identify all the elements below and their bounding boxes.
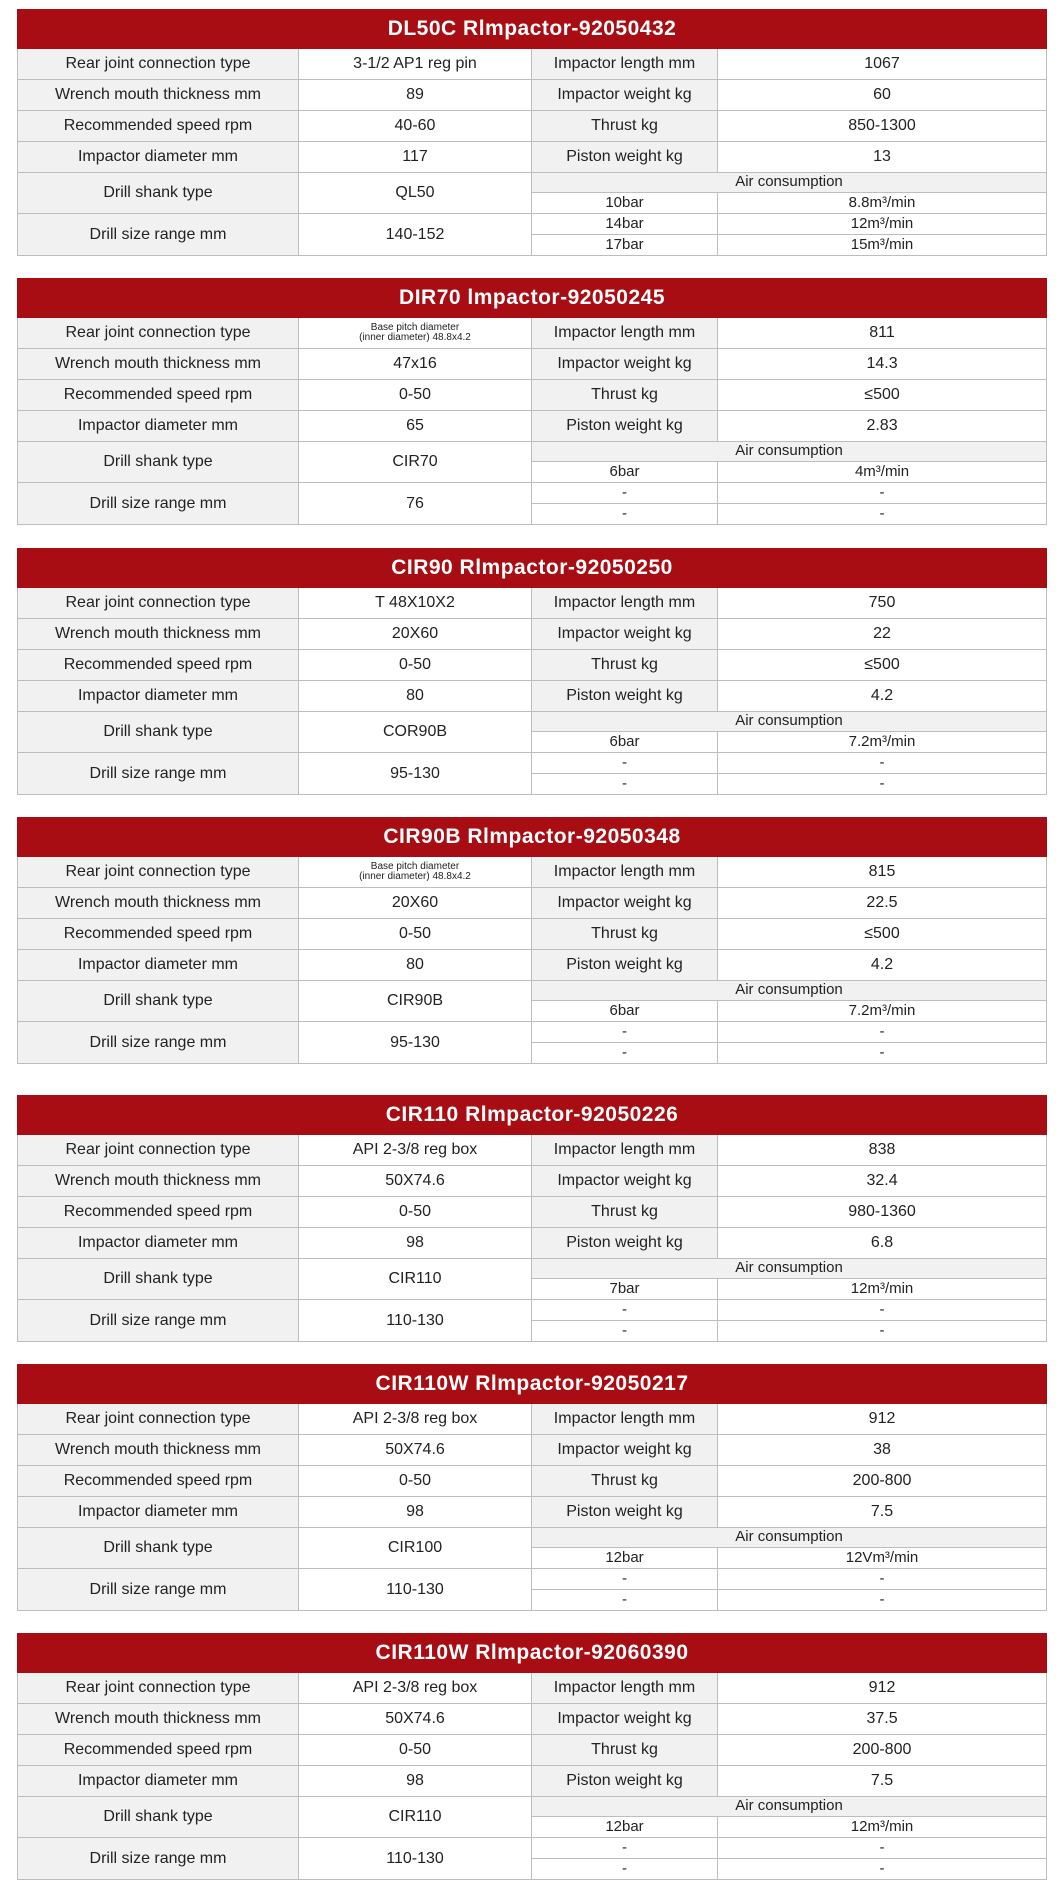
impactor-diameter-label: Impactor diameter mm: [18, 1766, 299, 1797]
drill-size-range-label: Drill size range mm: [18, 483, 299, 525]
impactor-diameter-value: 98: [299, 1497, 532, 1528]
drill-size-range-value: 76: [299, 483, 532, 525]
spec-title: CIR90 Rlmpactor-92050250: [18, 549, 1047, 588]
impactor-length-value: 815: [718, 857, 1047, 888]
thrust-label: Thrust kg: [532, 111, 718, 142]
air-flow: -: [718, 1859, 1047, 1880]
spec-table-dl50c: [17, 9, 1046, 256]
drill-size-range-label: Drill size range mm: [18, 214, 299, 256]
air-consumption-label: Air consumption: [532, 1797, 1047, 1817]
wrench-thickness-value: 50X74.6: [299, 1704, 532, 1735]
rear-joint-label: Rear joint connection type: [18, 318, 299, 349]
air-pressure: -: [532, 774, 718, 795]
piston-weight-label: Piston weight kg: [532, 1766, 718, 1797]
air-pressure: -: [532, 1859, 718, 1880]
impactor-weight-label: Impactor weight kg: [532, 1435, 718, 1466]
thrust-label: Thrust kg: [532, 919, 718, 950]
wrench-thickness-label: Wrench mouth thickness mm: [18, 349, 299, 380]
drill-size-range-label: Drill size range mm: [18, 1300, 299, 1342]
wrench-thickness-label: Wrench mouth thickness mm: [18, 1166, 299, 1197]
speed-label: Recommended speed rpm: [18, 111, 299, 142]
impactor-weight-label: Impactor weight kg: [532, 80, 718, 111]
spec-title: DL50C Rlmpactor-92050432: [18, 10, 1047, 49]
air-consumption-label: Air consumption: [532, 1528, 1047, 1548]
air-pressure: 14bar: [532, 214, 718, 235]
air-flow: -: [718, 1300, 1047, 1321]
speed-label: Recommended speed rpm: [18, 650, 299, 681]
impactor-diameter-value: 65: [299, 411, 532, 442]
drill-shank-value: CIR90B: [299, 981, 532, 1022]
wrench-thickness-label: Wrench mouth thickness mm: [18, 619, 299, 650]
rear-joint-value: API 2-3/8 reg box: [299, 1404, 532, 1435]
drill-shank-label: Drill shank type: [18, 442, 299, 483]
rear-joint-value: [299, 318, 532, 349]
spec-title: CIR110W Rlmpactor-92050217: [18, 1365, 1047, 1404]
impactor-diameter-value: 80: [299, 681, 532, 712]
impactor-diameter-label: Impactor diameter mm: [18, 950, 299, 981]
impactor-weight-value: 14.3: [718, 349, 1047, 380]
piston-weight-value: 13: [718, 142, 1047, 173]
piston-weight-value: 7.5: [718, 1497, 1047, 1528]
spec-title: DIR70 lmpactor-92050245: [18, 279, 1047, 318]
piston-weight-label: Piston weight kg: [532, 142, 718, 173]
speed-label: Recommended speed rpm: [18, 380, 299, 411]
air-pressure: -: [532, 1300, 718, 1321]
wrench-thickness-label: Wrench mouth thickness mm: [18, 888, 299, 919]
speed-value: 40-60: [299, 111, 532, 142]
rear-joint-label: Rear joint connection type: [18, 1673, 299, 1704]
wrench-thickness-value: 50X74.6: [299, 1435, 532, 1466]
air-flow: -: [718, 1838, 1047, 1859]
thrust-value: 980-1360: [718, 1197, 1047, 1228]
air-consumption-label: Air consumption: [532, 442, 1047, 462]
air-pressure: -: [532, 1838, 718, 1859]
drill-shank-label: Drill shank type: [18, 1797, 299, 1838]
drill-shank-value: QL50: [299, 173, 532, 214]
drill-shank-value: CIR100: [299, 1528, 532, 1569]
speed-label: Recommended speed rpm: [18, 919, 299, 950]
piston-weight-value: 4.2: [718, 681, 1047, 712]
thrust-label: Thrust kg: [532, 650, 718, 681]
spec-table-cir110: [17, 1095, 1046, 1342]
air-consumption-label: Air consumption: [532, 1259, 1047, 1279]
impactor-diameter-value: 80: [299, 950, 532, 981]
air-flow: -: [718, 1321, 1047, 1342]
air-pressure: 6bar: [532, 732, 718, 753]
air-flow: -: [718, 483, 1047, 504]
impactor-length-label: Impactor length mm: [532, 49, 718, 80]
piston-weight-label: Piston weight kg: [532, 1228, 718, 1259]
air-pressure: -: [532, 1043, 718, 1064]
impactor-diameter-label: Impactor diameter mm: [18, 1228, 299, 1259]
impactor-length-value: 838: [718, 1135, 1047, 1166]
air-consumption-label: Air consumption: [532, 712, 1047, 732]
air-pressure: 12bar: [532, 1548, 718, 1569]
rear-joint-value: 3-1/2 AP1 reg pin: [299, 49, 532, 80]
air-pressure: -: [532, 1569, 718, 1590]
air-pressure: -: [532, 1321, 718, 1342]
impactor-length-label: Impactor length mm: [532, 857, 718, 888]
drill-size-range-label: Drill size range mm: [18, 1022, 299, 1064]
speed-value: 0-50: [299, 1466, 532, 1497]
impactor-length-label: Impactor length mm: [532, 588, 718, 619]
impactor-weight-label: Impactor weight kg: [532, 1704, 718, 1735]
impactor-diameter-label: Impactor diameter mm: [18, 1497, 299, 1528]
thrust-value: 200-800: [718, 1735, 1047, 1766]
air-pressure: 12bar: [532, 1817, 718, 1838]
rear-joint-value: [299, 857, 532, 888]
impactor-length-value: 750: [718, 588, 1047, 619]
spec-table-cir90: [17, 548, 1046, 795]
air-flow: -: [718, 1043, 1047, 1064]
thrust-value: ≤500: [718, 919, 1047, 950]
air-consumption-label: Air consumption: [532, 981, 1047, 1001]
speed-value: 0-50: [299, 380, 532, 411]
impactor-weight-value: 32.4: [718, 1166, 1047, 1197]
air-pressure: -: [532, 1022, 718, 1043]
piston-weight-value: 4.2: [718, 950, 1047, 981]
drill-shank-value: CIR110: [299, 1259, 532, 1300]
air-flow: 7.2m³/min: [718, 732, 1047, 753]
impactor-diameter-value: 117: [299, 142, 532, 173]
air-flow: 12m³/min: [718, 214, 1047, 235]
rear-joint-value: API 2-3/8 reg box: [299, 1135, 532, 1166]
piston-weight-label: Piston weight kg: [532, 1497, 718, 1528]
air-flow: -: [718, 774, 1047, 795]
rear-joint-label: Rear joint connection type: [18, 588, 299, 619]
air-flow: 8.8m³/min: [718, 193, 1047, 214]
air-flow: -: [718, 1590, 1047, 1611]
drill-size-range-value: 110-130: [299, 1300, 532, 1342]
thrust-label: Thrust kg: [532, 1735, 718, 1766]
spec-table-cir110w-390: [17, 1633, 1046, 1880]
wrench-thickness-value: 20X60: [299, 888, 532, 919]
drill-size-range-value: 95-130: [299, 753, 532, 795]
impactor-weight-value: 22: [718, 619, 1047, 650]
impactor-weight-label: Impactor weight kg: [532, 888, 718, 919]
piston-weight-value: 6.8: [718, 1228, 1047, 1259]
rear-joint-line2: (inner diameter) 48.8x4.2: [359, 871, 471, 882]
air-flow: 12m³/min: [718, 1279, 1047, 1300]
drill-shank-label: Drill shank type: [18, 981, 299, 1022]
rear-joint-line2: (inner diameter) 48.8x4.2: [359, 332, 471, 343]
drill-size-range-value: 140-152: [299, 214, 532, 256]
impactor-weight-label: Impactor weight kg: [532, 619, 718, 650]
wrench-thickness-value: 89: [299, 80, 532, 111]
drill-size-range-value: 95-130: [299, 1022, 532, 1064]
thrust-value: ≤500: [718, 650, 1047, 681]
speed-label: Recommended speed rpm: [18, 1466, 299, 1497]
spec-title: CIR90B Rlmpactor-92050348: [18, 818, 1047, 857]
air-flow: -: [718, 753, 1047, 774]
impactor-diameter-label: Impactor diameter mm: [18, 411, 299, 442]
thrust-label: Thrust kg: [532, 1197, 718, 1228]
air-pressure: -: [532, 753, 718, 774]
impactor-diameter-value: 98: [299, 1766, 532, 1797]
speed-value: 0-50: [299, 650, 532, 681]
thrust-value: 850-1300: [718, 111, 1047, 142]
rear-joint-label: Rear joint connection type: [18, 1404, 299, 1435]
air-pressure: -: [532, 483, 718, 504]
piston-weight-value: 2.83: [718, 411, 1047, 442]
speed-label: Recommended speed rpm: [18, 1197, 299, 1228]
rear-joint-line1: Base pitch diameter: [370, 321, 460, 333]
impactor-diameter-label: Impactor diameter mm: [18, 681, 299, 712]
drill-shank-label: Drill shank type: [18, 712, 299, 753]
impactor-length-label: Impactor length mm: [532, 318, 718, 349]
thrust-value: 200-800: [718, 1466, 1047, 1497]
spec-table-dir70: [17, 278, 1046, 525]
air-pressure: 6bar: [532, 1001, 718, 1022]
rear-joint-line1: Base pitch diameter: [370, 860, 460, 872]
impactor-length-value: 811: [718, 318, 1047, 349]
air-pressure: -: [532, 504, 718, 525]
air-flow: -: [718, 1022, 1047, 1043]
air-consumption-label: Air consumption: [532, 173, 1047, 193]
impactor-diameter-label: Impactor diameter mm: [18, 142, 299, 173]
wrench-thickness-value: 20X60: [299, 619, 532, 650]
rear-joint-value: API 2-3/8 reg box: [299, 1673, 532, 1704]
air-pressure: 17bar: [532, 235, 718, 256]
air-flow: 7.2m³/min: [718, 1001, 1047, 1022]
air-flow: -: [718, 1569, 1047, 1590]
thrust-value: ≤500: [718, 380, 1047, 411]
impactor-weight-label: Impactor weight kg: [532, 349, 718, 380]
air-flow: 15m³/min: [718, 235, 1047, 256]
spec-table-cir110w-217: [17, 1364, 1046, 1611]
rear-joint-label: Rear joint connection type: [18, 1135, 299, 1166]
drill-size-range-label: Drill size range mm: [18, 1569, 299, 1611]
air-pressure: 6bar: [532, 462, 718, 483]
impactor-length-value: 1067: [718, 49, 1047, 80]
drill-size-range-value: 110-130: [299, 1569, 532, 1611]
drill-shank-label: Drill shank type: [18, 1528, 299, 1569]
air-flow: 12m³/min: [718, 1817, 1047, 1838]
thrust-label: Thrust kg: [532, 380, 718, 411]
wrench-thickness-label: Wrench mouth thickness mm: [18, 1704, 299, 1735]
piston-weight-label: Piston weight kg: [532, 950, 718, 981]
piston-weight-label: Piston weight kg: [532, 411, 718, 442]
drill-shank-value: CIR70: [299, 442, 532, 483]
rear-joint-label: Rear joint connection type: [18, 857, 299, 888]
impactor-length-value: 912: [718, 1404, 1047, 1435]
impactor-weight-label: Impactor weight kg: [532, 1166, 718, 1197]
impactor-weight-value: 60: [718, 80, 1047, 111]
drill-shank-value: CIR110: [299, 1797, 532, 1838]
impactor-diameter-value: 98: [299, 1228, 532, 1259]
impactor-weight-value: 38: [718, 1435, 1047, 1466]
spec-title: CIR110 Rlmpactor-92050226: [18, 1096, 1047, 1135]
drill-shank-value: COR90B: [299, 712, 532, 753]
impactor-weight-value: 37.5: [718, 1704, 1047, 1735]
drill-size-range-label: Drill size range mm: [18, 753, 299, 795]
air-flow: 12Vm³/min: [718, 1548, 1047, 1569]
speed-value: 0-50: [299, 1735, 532, 1766]
piston-weight-value: 7.5: [718, 1766, 1047, 1797]
rear-joint-value: T 48X10X2: [299, 588, 532, 619]
piston-weight-label: Piston weight kg: [532, 681, 718, 712]
drill-shank-label: Drill shank type: [18, 1259, 299, 1300]
speed-label: Recommended speed rpm: [18, 1735, 299, 1766]
air-pressure: 7bar: [532, 1279, 718, 1300]
air-pressure: 10bar: [532, 193, 718, 214]
speed-value: 0-50: [299, 1197, 532, 1228]
air-flow: 4m³/min: [718, 462, 1047, 483]
impactor-length-label: Impactor length mm: [532, 1673, 718, 1704]
thrust-label: Thrust kg: [532, 1466, 718, 1497]
spec-title: CIR110W Rlmpactor-92060390: [18, 1634, 1047, 1673]
drill-size-range-value: 110-130: [299, 1838, 532, 1880]
wrench-thickness-value: 47x16: [299, 349, 532, 380]
air-flow: -: [718, 504, 1047, 525]
impactor-weight-value: 22.5: [718, 888, 1047, 919]
impactor-length-value: 912: [718, 1673, 1047, 1704]
wrench-thickness-label: Wrench mouth thickness mm: [18, 1435, 299, 1466]
drill-shank-label: Drill shank type: [18, 173, 299, 214]
wrench-thickness-label: Wrench mouth thickness mm: [18, 80, 299, 111]
spec-table-cir90b: [17, 817, 1046, 1064]
impactor-length-label: Impactor length mm: [532, 1404, 718, 1435]
air-pressure: -: [532, 1590, 718, 1611]
drill-size-range-label: Drill size range mm: [18, 1838, 299, 1880]
wrench-thickness-value: 50X74.6: [299, 1166, 532, 1197]
impactor-length-label: Impactor length mm: [532, 1135, 718, 1166]
speed-value: 0-50: [299, 919, 532, 950]
rear-joint-label: Rear joint connection type: [18, 49, 299, 80]
